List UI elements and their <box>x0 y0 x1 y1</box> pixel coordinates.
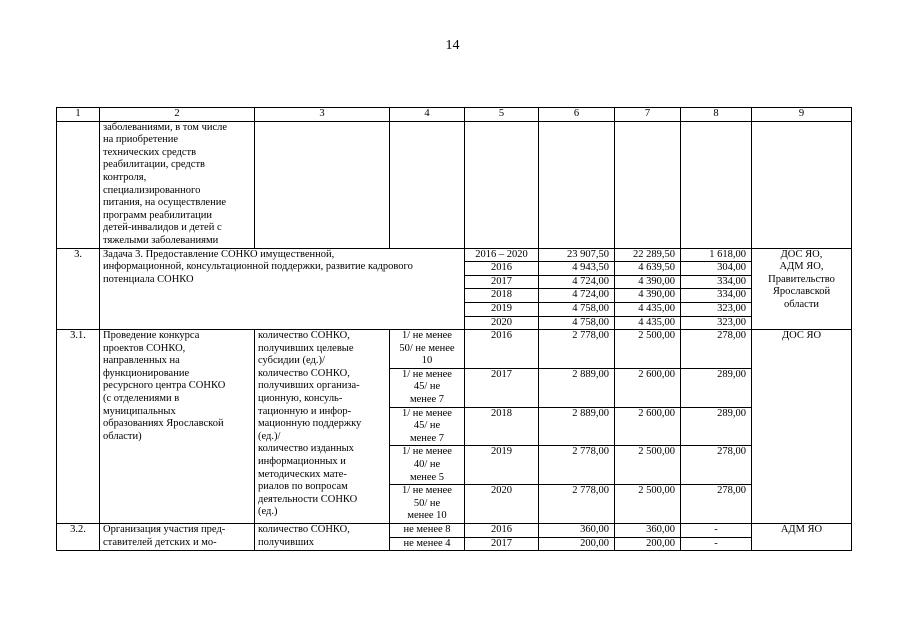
year-cell: 2019 <box>465 446 539 485</box>
total-cell: 23 907,50 <box>539 248 615 262</box>
year-cell: 2018 <box>465 407 539 446</box>
year-cell: 2016 – 2020 <box>465 248 539 262</box>
total-cell: 4 758,00 <box>539 302 615 316</box>
other-cell: 323,00 <box>681 316 752 330</box>
activity-name: Организация участия пред- ставителей детских и мо- <box>100 524 255 551</box>
indicator-cell: количество СОНКО, получивших целевые субсидии (ед.)/ количество СОНКО, получивших организа- ционную, консуль- тационную и инфор- мационную поддержку (ед.)/ количество изданных информационных и методических мате- риалов по вопросам деятельности СОНКО (ед.) <box>255 330 390 524</box>
item31-row <box>57 330 852 369</box>
regional-cell: 360,00 <box>615 524 681 538</box>
total-cell: 2 889,00 <box>539 368 615 407</box>
total-cell: 2 889,00 <box>539 407 615 446</box>
other-cell: 334,00 <box>681 275 752 289</box>
item-number: 3.1. <box>57 330 100 524</box>
year-cell: 2020 <box>465 316 539 330</box>
regional-cell: 4 639,50 <box>615 262 681 276</box>
column-number: 4 <box>390 108 465 122</box>
column-number: 9 <box>752 108 852 122</box>
responsible-cell: ДОС ЯО, АДМ ЯО, Правительство Ярославской области <box>752 248 852 330</box>
other-cell: - <box>681 537 752 551</box>
other-cell: 334,00 <box>681 289 752 303</box>
target-cell: 1/ не менее 40/ не менее 5 <box>390 446 465 485</box>
task-title: Задача 3. Предоставление СОНКО имущественной, информационной, консультационной поддержки, развитие кадрового потенциала СОНКО <box>100 248 465 330</box>
item32-row <box>57 524 852 538</box>
program-table <box>56 107 852 551</box>
total-cell: 4 758,00 <box>539 316 615 330</box>
activity-name: Проведение конкурса проектов СОНКО, направленных на функционирование ресурсного центра СОНКО (с отделениями в муниципальных образованиях Ярославской области) <box>100 330 255 524</box>
column-number: 5 <box>465 108 539 122</box>
year-cell: 2016 <box>465 330 539 369</box>
total-cell: 4 943,50 <box>539 262 615 276</box>
year-cell: 2017 <box>465 368 539 407</box>
other-cell: 323,00 <box>681 302 752 316</box>
column-number: 1 <box>57 108 100 122</box>
target-cell: не менее 8 <box>390 524 465 538</box>
regional-cell: 200,00 <box>615 537 681 551</box>
total-cell: 2 778,00 <box>539 446 615 485</box>
other-cell: 278,00 <box>681 330 752 369</box>
column-number: 8 <box>681 108 752 122</box>
other-cell: 1 618,00 <box>681 248 752 262</box>
task3-row <box>57 248 852 262</box>
column-number-row <box>57 108 852 122</box>
regional-cell: 2 600,00 <box>615 407 681 446</box>
year-cell: 2016 <box>465 262 539 276</box>
other-cell: 289,00 <box>681 368 752 407</box>
task-number: 3. <box>57 248 100 330</box>
other-cell: 289,00 <box>681 407 752 446</box>
target-cell: не менее 4 <box>390 537 465 551</box>
responsible-cell: ДОС ЯО <box>752 330 852 524</box>
regional-cell: 2 500,00 <box>615 330 681 369</box>
column-number: 6 <box>539 108 615 122</box>
regional-cell: 4 435,00 <box>615 316 681 330</box>
total-cell: 360,00 <box>539 524 615 538</box>
column-number: 2 <box>100 108 255 122</box>
continued-activity-text: заболеваниями, в том числе на приобретение технических средств реабилитации, средств контроля, специализированного питания, на осуществление программ реабилитации детей-инвалидов и детей с тяжелыми заболеваниями <box>100 121 255 248</box>
indicator-cell: количество СОНКО, получивших <box>255 524 390 551</box>
total-cell: 2 778,00 <box>539 330 615 369</box>
total-cell: 4 724,00 <box>539 275 615 289</box>
regional-cell: 4 390,00 <box>615 275 681 289</box>
regional-cell: 2 600,00 <box>615 368 681 407</box>
item-number: 3.2. <box>57 524 100 551</box>
other-cell: 278,00 <box>681 446 752 485</box>
year-cell: 2016 <box>465 524 539 538</box>
other-cell: 278,00 <box>681 485 752 524</box>
year-cell: 2017 <box>465 275 539 289</box>
year-cell: 2020 <box>465 485 539 524</box>
regional-cell: 22 289,50 <box>615 248 681 262</box>
page-number: 14 <box>445 38 460 53</box>
target-cell: 1/ не менее 50/ не менее 10 <box>390 485 465 524</box>
target-cell: 1/ не менее 50/ не менее 10 <box>390 330 465 369</box>
total-cell: 4 724,00 <box>539 289 615 303</box>
column-number: 7 <box>615 108 681 122</box>
total-cell: 200,00 <box>539 537 615 551</box>
regional-cell: 2 500,00 <box>615 446 681 485</box>
regional-cell: 4 435,00 <box>615 302 681 316</box>
regional-cell: 2 500,00 <box>615 485 681 524</box>
total-cell: 2 778,00 <box>539 485 615 524</box>
year-cell: 2017 <box>465 537 539 551</box>
column-number: 3 <box>255 108 390 122</box>
year-cell: 2019 <box>465 302 539 316</box>
year-cell: 2018 <box>465 289 539 303</box>
other-cell: 304,00 <box>681 262 752 276</box>
target-cell: 1/ не менее 45/ не менее 7 <box>390 368 465 407</box>
continuation-row <box>57 121 852 248</box>
responsible-cell: АДМ ЯО <box>752 524 852 551</box>
other-cell: - <box>681 524 752 538</box>
regional-cell: 4 390,00 <box>615 289 681 303</box>
target-cell: 1/ не менее 45/ не менее 7 <box>390 407 465 446</box>
